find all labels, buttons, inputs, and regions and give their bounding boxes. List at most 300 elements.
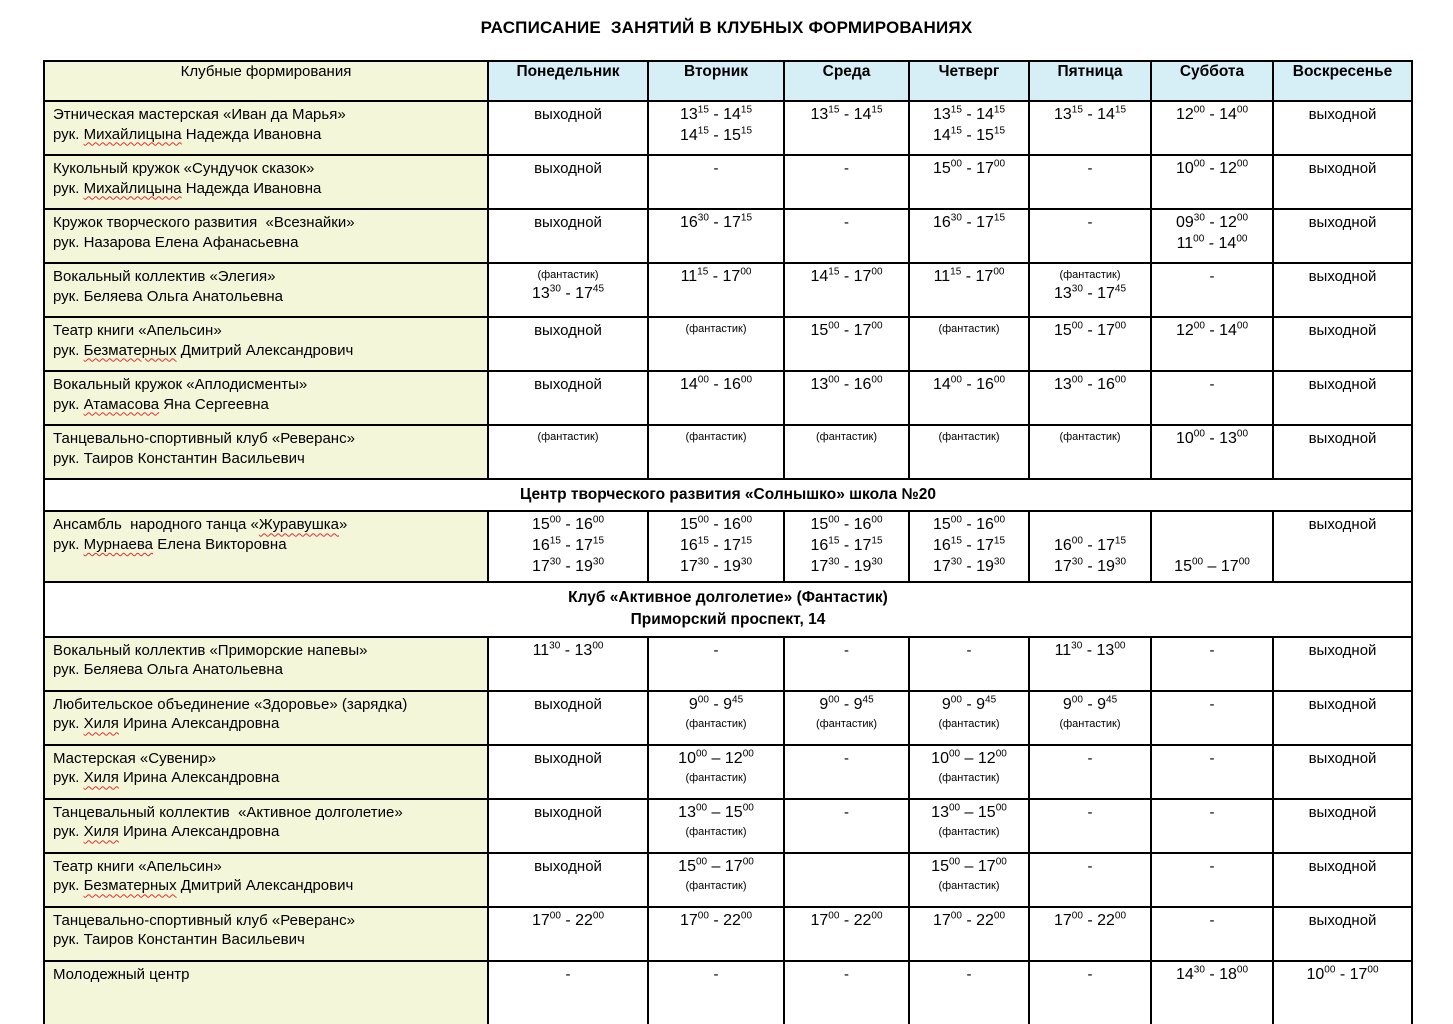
schedule-cell-line: $16^{30} - 17^{15}$	[932, 212, 1006, 231]
schedule-cell	[1151, 637, 1273, 691]
schedule-cell-line: $16^{15} - 17^{15}$	[679, 535, 753, 555]
schedule-cell-line: $16^{15} - 17^{15}$	[932, 535, 1006, 555]
club-name-line: Кружок творческого развития «Всезнайки»	[53, 214, 355, 231]
club-name-line: Вокальный коллектив «Элегия»	[53, 268, 276, 285]
club-row	[44, 637, 1412, 691]
schedule-cell-line	[1032, 515, 1148, 536]
club-row	[44, 853, 1412, 907]
schedule-cell-line: -	[966, 641, 972, 659]
schedule-cell-line: $14^{15} - 15^{15}$	[679, 125, 753, 144]
schedule-cell-line: $11^{15} - 17^{00}$	[933, 266, 1005, 285]
club-name-cell	[44, 263, 488, 317]
schedule-cell	[1029, 511, 1151, 581]
club-name-line: рук. Хиля Ирина Александровна	[53, 715, 280, 733]
schedule-cell	[1029, 371, 1151, 425]
schedule-cell-line: $10^{00} - 17^{00}$	[1306, 964, 1379, 983]
club-name-line: Танцевально-спортивный клуб «Реверанс»	[53, 911, 355, 929]
schedule-cell	[1029, 637, 1151, 691]
schedule-cell	[648, 101, 784, 155]
club-name-line: рук. Беляева Ольга Анатольевна	[53, 287, 284, 305]
section-header-line: Клуб «Активное долголетие» (Фантастик)	[568, 588, 888, 606]
schedule-cell	[648, 209, 784, 263]
schedule-cell	[909, 745, 1029, 799]
section-header	[44, 582, 1412, 637]
schedule-cell	[648, 799, 784, 853]
schedule-cell-line: $13^{30} - 17^{45}$	[531, 283, 605, 302]
schedule-cell-line: -	[1209, 268, 1215, 285]
schedule-cell	[488, 691, 648, 745]
schedule-cell-line: $14^{15} - 17^{00}$	[810, 266, 883, 285]
column-header-day: Вторник	[648, 61, 784, 101]
schedule-cell-line: -	[713, 160, 719, 177]
schedule-cell-line: выходной	[1308, 322, 1377, 339]
schedule-cell-line: -	[1209, 911, 1215, 929]
schedule-cell	[1151, 853, 1273, 907]
schedule-cell-line: (фантастик)	[685, 825, 747, 838]
schedule-cell	[1273, 101, 1412, 155]
schedule-cell-line: -	[1209, 749, 1215, 767]
club-name-line: Театр книги «Апельсин»	[53, 857, 222, 875]
club-name-cell	[44, 511, 488, 581]
schedule-cell	[1151, 101, 1273, 155]
section-header-line: Приморский проспект, 14	[630, 611, 826, 629]
schedule-cell-line: выходной	[1308, 214, 1377, 231]
schedule-cell-line: $9^{00} - 9^{45}$	[941, 694, 997, 713]
schedule-cell	[909, 691, 1029, 745]
schedule-cell-line: $15^{00} - 16^{00}$	[531, 515, 605, 534]
club-name-cell	[44, 853, 488, 907]
section-header-row	[44, 582, 1412, 637]
schedule-cell-line: $17^{00} - 22^{00}$	[1053, 910, 1127, 929]
schedule-cell	[1151, 961, 1273, 1024]
club-row	[44, 263, 1412, 317]
schedule-cell	[1273, 745, 1412, 799]
column-header-day: Суббота	[1151, 61, 1273, 101]
schedule-cell	[784, 745, 909, 799]
schedule-cell-line: -	[1209, 376, 1215, 393]
schedule-cell	[648, 853, 784, 907]
schedule-cell-line: $11^{30} - 13^{00}$	[1054, 640, 1126, 659]
schedule-cell-line: $16^{15} - 17^{15}$	[810, 535, 883, 555]
club-row	[44, 691, 1412, 745]
club-row	[44, 745, 1412, 799]
schedule-cell-line: $13^{00} - 16^{00}$	[1053, 374, 1127, 393]
schedule-cell-line: -	[713, 641, 719, 659]
club-row	[44, 101, 1412, 155]
schedule-cell	[909, 371, 1029, 425]
schedule-cell-line: $9^{00} - 9^{45}$	[1062, 694, 1118, 713]
club-name-line: рук. Атамасова Яна Сергеевна	[53, 395, 269, 413]
club-name-line: Танцевально-спортивный клуб «Реверанс»	[53, 430, 355, 447]
schedule-cell-line: выходной	[534, 322, 602, 339]
schedule-cell-line	[787, 857, 906, 878]
schedule-cell	[909, 317, 1029, 371]
schedule-body	[44, 101, 1412, 1024]
schedule-cell-line: выходной	[1308, 695, 1377, 713]
schedule-cell-line: выходной	[534, 214, 602, 231]
club-name-line: Вокальный кружок «Аплодисменты»	[53, 376, 308, 393]
schedule-cell-line: выходной	[1308, 911, 1377, 929]
schedule-cell-line: $11^{30} - 13^{00}$	[532, 640, 604, 659]
schedule-cell	[488, 209, 648, 263]
schedule-cell-line: $13^{00} - 16^{00}$	[810, 374, 883, 393]
schedule-cell-line: $13^{00} - 15^{00}$	[678, 802, 754, 821]
schedule-cell-line: -	[844, 803, 849, 821]
schedule-cell-line: (фантастик)	[537, 431, 599, 443]
schedule-cell	[648, 425, 784, 479]
section-header	[44, 479, 1412, 511]
club-row	[44, 371, 1412, 425]
schedule-cell	[784, 317, 909, 371]
schedule-cell-line: $14^{00} - 16^{00}$	[932, 374, 1006, 393]
schedule-cell-line: -	[1087, 803, 1093, 821]
schedule-cell	[909, 425, 1029, 479]
schedule-cell-line: $11^{00} - 14^{00}$	[1176, 233, 1248, 252]
schedule-cell-line: выходной	[1308, 516, 1377, 534]
schedule-cell-line: выходной	[1308, 106, 1377, 123]
club-name-cell	[44, 907, 488, 961]
schedule-cell-line: $17^{00} - 22^{00}$	[679, 910, 753, 929]
schedule-cell	[1029, 799, 1151, 853]
schedule-cell	[488, 745, 648, 799]
schedule-cell	[784, 691, 909, 745]
club-name-line: рук. Хиля Ирина Александровна	[53, 823, 280, 841]
schedule-cell-line: $17^{30} - 19^{30}$	[1053, 556, 1127, 576]
schedule-cell-line: выходной	[534, 857, 602, 875]
schedule-cell-line: выходной	[534, 749, 602, 767]
club-row	[44, 799, 1412, 853]
schedule-cell-line: -	[844, 965, 849, 983]
schedule-cell-line: выходной	[1308, 749, 1377, 767]
schedule-cell-line: $13^{15} - 14^{15}$	[679, 104, 753, 123]
club-row	[44, 155, 1412, 209]
schedule-cell-line: $15^{00} - 17^{00}$	[810, 320, 883, 339]
schedule-cell-line: $17^{30} - 19^{30}$	[531, 556, 605, 576]
schedule-cell	[1029, 907, 1151, 961]
club-name-line: Ансамбль народного танца «Журавушка»	[53, 516, 348, 534]
schedule-cell-line: -	[565, 965, 571, 983]
schedule-cell-line: (фантастик)	[815, 717, 878, 730]
schedule-cell-line: (фантастик)	[938, 879, 1000, 892]
schedule-cell	[648, 155, 784, 209]
schedule-cell	[1029, 317, 1151, 371]
schedule-cell	[488, 155, 648, 209]
schedule-cell	[909, 961, 1029, 1024]
schedule-cell-line: (фантастик)	[815, 431, 878, 443]
schedule-cell-line: $17^{00} - 22^{00}$	[932, 910, 1006, 929]
schedule-cell	[648, 263, 784, 317]
schedule-cell-line: -	[713, 965, 719, 983]
schedule-table	[43, 60, 1413, 1024]
schedule-cell-line: (фантастик)	[938, 717, 1000, 730]
schedule-cell-line: $13^{00} - 15^{00}$	[931, 802, 1007, 821]
schedule-cell-line: выходной	[534, 376, 602, 393]
schedule-cell-line: (фантастик)	[938, 771, 1000, 784]
club-name-cell	[44, 745, 488, 799]
schedule-cell	[1029, 691, 1151, 745]
schedule-cell-line: $16^{15} - 17^{15}$	[531, 535, 605, 555]
column-header-day: Четверг	[909, 61, 1029, 101]
club-name-cell	[44, 799, 488, 853]
schedule-cell	[488, 425, 648, 479]
club-name-cell	[44, 371, 488, 425]
schedule-cell-line: $17^{30} - 19^{30}$	[932, 556, 1006, 576]
schedule-cell	[909, 101, 1029, 155]
schedule-cell-line: $15^{00} - 16^{00}$	[810, 515, 883, 534]
schedule-cell-line: $14^{30} - 18^{00}$	[1175, 964, 1249, 983]
schedule-cell	[1151, 263, 1273, 317]
schedule-cell-line: (фантастик)	[685, 771, 747, 784]
schedule-cell	[1029, 101, 1151, 155]
club-name-line: рук. Михайлицына Надежда Ивановна	[53, 125, 322, 143]
club-name-cell	[44, 317, 488, 371]
schedule-cell-line: (фантастик)	[685, 879, 747, 892]
schedule-cell	[488, 263, 648, 317]
schedule-cell	[784, 263, 909, 317]
schedule-cell-line: (фантастик)	[1059, 717, 1121, 730]
club-name-line: рук. Михайлицына Надежда Ивановна	[53, 179, 322, 197]
schedule-cell-line: $9^{00} - 9^{45}$	[819, 694, 874, 713]
schedule-cell	[1151, 745, 1273, 799]
schedule-cell-line: $10^{00} - 12^{00}$	[678, 748, 754, 767]
club-row	[44, 511, 1412, 581]
schedule-cell	[1273, 853, 1412, 907]
schedule-cell	[488, 511, 648, 581]
schedule-cell	[1029, 745, 1151, 799]
club-name-line: Мастерская «Сувенир»	[53, 749, 217, 767]
schedule-cell-line: $10^{00} - 12^{00}$	[931, 748, 1007, 767]
schedule-cell	[784, 101, 909, 155]
schedule-cell-line: $11^{15} - 17^{00}$	[680, 266, 752, 285]
schedule-cell-line: (фантастик)	[938, 825, 1000, 838]
schedule-cell	[784, 853, 909, 907]
schedule-cell-line: -	[844, 641, 849, 659]
schedule-cell-line: $15^{00} - 16^{00}$	[679, 515, 753, 534]
schedule-cell-line: -	[966, 965, 972, 983]
club-row	[44, 317, 1412, 371]
schedule-cell-line: $09^{30} - 12^{00}$	[1175, 212, 1249, 231]
schedule-cell	[909, 209, 1029, 263]
schedule-cell	[1151, 425, 1273, 479]
schedule-cell-line: (фантастик)	[938, 323, 1000, 335]
club-name-line: рук. Беляева Ольга Анатольевна	[53, 661, 284, 679]
schedule-cell	[648, 691, 784, 745]
club-name-cell	[44, 209, 488, 263]
schedule-cell	[648, 511, 784, 581]
club-row	[44, 961, 1412, 1024]
schedule-cell	[488, 907, 648, 961]
schedule-cell	[1151, 155, 1273, 209]
section-header-row	[44, 479, 1412, 511]
schedule-cell	[909, 637, 1029, 691]
club-name-line: рук. Безматерных Дмитрий Александрович	[53, 877, 354, 895]
schedule-cell-line: $16^{00} - 17^{15}$	[1053, 535, 1127, 555]
schedule-cell-line: -	[1087, 857, 1093, 875]
club-name-cell	[44, 425, 488, 479]
club-name-cell	[44, 961, 488, 1024]
schedule-cell	[1151, 907, 1273, 961]
schedule-cell-line: -	[1209, 695, 1215, 713]
schedule-cell-line: $15^{00} - 17^{00}$	[932, 158, 1006, 177]
schedule-cell-line: $12^{00} - 14^{00}$	[1175, 320, 1249, 339]
schedule-cell-line: $17^{00} - 22^{00}$	[810, 910, 883, 929]
schedule-cell-line: выходной	[534, 160, 602, 177]
schedule-cell-line: выходной	[1308, 857, 1377, 875]
schedule-cell-line: (фантастик)	[685, 431, 747, 443]
schedule-cell-line: выходной	[534, 106, 602, 123]
schedule-cell	[488, 317, 648, 371]
schedule-cell-line: (фантастик)	[938, 431, 1000, 443]
page-title: РАСПИСАНИЕ ЗАНЯТИЙ В КЛУБНЫХ ФОРМИРОВАНИЯХ	[480, 18, 973, 37]
schedule-cell	[1273, 691, 1412, 745]
schedule-cell	[784, 799, 909, 853]
schedule-cell-line: -	[844, 749, 849, 767]
schedule-cell	[1151, 317, 1273, 371]
schedule-cell-line: $13^{15} - 14^{15}$	[932, 104, 1006, 123]
schedule-cell-line: -	[1209, 857, 1215, 875]
schedule-cell-line: $13^{30} - 17^{45}$	[1053, 283, 1127, 302]
schedule-cell	[1273, 799, 1412, 853]
schedule-cell	[784, 155, 909, 209]
schedule-cell	[1273, 511, 1412, 581]
schedule-cell	[909, 263, 1029, 317]
schedule-cell	[1029, 425, 1151, 479]
club-name-line: Молодежный центр	[53, 965, 190, 983]
club-row	[44, 209, 1412, 263]
schedule-cell	[784, 209, 909, 263]
schedule-cell	[488, 853, 648, 907]
schedule-cell	[909, 853, 1029, 907]
club-row	[44, 425, 1412, 479]
schedule-cell-line: выходной	[1308, 268, 1377, 285]
schedule-cell-line: $17^{00} - 22^{00}$	[531, 910, 605, 929]
club-name-line: Этническая мастерская «Иван да Марья»	[53, 106, 346, 123]
club-name-line: Театр книги «Апельсин»	[53, 322, 222, 339]
schedule-cell-line: $12^{00} - 14^{00}$	[1175, 104, 1249, 123]
schedule-cell	[909, 155, 1029, 209]
schedule-cell	[1029, 263, 1151, 317]
column-header-day: Пятница	[1029, 61, 1151, 101]
schedule-cell	[648, 907, 784, 961]
schedule-cell	[488, 371, 648, 425]
schedule-cell-line: $15^{00} - 17^{00}$	[1174, 556, 1250, 576]
schedule-cell	[1273, 961, 1412, 1024]
schedule-cell-line: $14^{00} - 16^{00}$	[679, 374, 753, 393]
club-name-line: рук. Таиров Константин Васильевич	[53, 449, 305, 467]
schedule-cell	[1151, 691, 1273, 745]
club-name-line: Кукольный кружок «Сундучок сказок»	[53, 160, 315, 177]
schedule-cell-line	[1154, 515, 1270, 536]
club-name-line: рук. Хиля Ирина Александровна	[53, 769, 280, 787]
schedule-cell-line: $16^{30} - 17^{15}$	[679, 212, 753, 231]
schedule-cell-line: $10^{00} - 12^{00}$	[1175, 158, 1249, 177]
schedule-cell	[1273, 907, 1412, 961]
club-name-line: рук. Безматерных Дмитрий Александрович	[53, 341, 354, 359]
schedule-cell	[648, 637, 784, 691]
schedule-cell-line: -	[1087, 749, 1093, 767]
schedule-cell	[909, 511, 1029, 581]
column-header-day: Воскресенье	[1273, 61, 1412, 101]
schedule-cell-line: -	[1209, 641, 1215, 659]
schedule-cell	[1151, 511, 1273, 581]
column-header-day: Среда	[784, 61, 909, 101]
schedule-cell	[648, 961, 784, 1024]
schedule-cell-line: выходной	[1308, 803, 1377, 821]
schedule-cell-line: выходной	[1308, 160, 1377, 177]
schedule-cell-line: (фантастик)	[685, 323, 747, 335]
club-name-line: Танцевальный коллектив «Активное долголетие»	[53, 803, 403, 821]
schedule-cell	[1151, 371, 1273, 425]
schedule-cell-line: $15^{00} - 17^{00}$	[1053, 320, 1127, 339]
header-row	[44, 61, 1412, 101]
schedule-cell-line: (фантастик)	[1059, 431, 1121, 443]
schedule-cell-line: $15^{00} - 16^{00}$	[932, 515, 1006, 534]
schedule-cell	[648, 371, 784, 425]
schedule-cell-line: -	[844, 160, 849, 177]
schedule-cell-line: $14^{15} - 15^{15}$	[932, 125, 1006, 144]
schedule-cell	[1273, 317, 1412, 371]
schedule-cell	[784, 637, 909, 691]
schedule-cell	[1029, 961, 1151, 1024]
schedule-cell-line: выходной	[1308, 430, 1377, 447]
club-name-cell	[44, 101, 488, 155]
schedule-cell-line: выходной	[534, 803, 602, 821]
schedule-cell	[784, 371, 909, 425]
schedule-cell-line: $15^{00} - 17^{00}$	[931, 856, 1007, 875]
schedule-cell	[1029, 155, 1151, 209]
schedule-cell	[1029, 853, 1151, 907]
schedule-cell-line: $10^{00} - 13^{00}$	[1175, 428, 1249, 447]
schedule-cell-line: (фантастик)	[1059, 269, 1121, 281]
schedule-cell	[1151, 209, 1273, 263]
schedule-cell	[488, 101, 648, 155]
schedule-cell	[784, 425, 909, 479]
schedule-cell	[488, 961, 648, 1024]
schedule-cell-line: $13^{15} - 14^{15}$	[810, 104, 883, 123]
schedule-cell	[648, 317, 784, 371]
club-name-line: Любительское объединение «Здоровье» (зарядка)	[53, 695, 408, 713]
schedule-cell-line: -	[1087, 965, 1093, 983]
club-name-line: рук. Назарова Елена Афанасьевна	[53, 233, 299, 251]
club-name-cell	[44, 637, 488, 691]
schedule-cell	[1273, 209, 1412, 263]
schedule-cell	[784, 961, 909, 1024]
club-name-cell	[44, 691, 488, 745]
schedule-cell-line: выходной	[534, 695, 602, 713]
schedule-cell-line: -	[844, 214, 849, 231]
schedule-cell-line: -	[1087, 160, 1093, 177]
club-name-line: рук. Мурнаева Елена Викторовна	[53, 535, 287, 553]
schedule-cell-line: $17^{30} - 19^{30}$	[679, 556, 753, 576]
club-row	[44, 907, 1412, 961]
club-name-cell	[44, 155, 488, 209]
schedule-cell-line: (фантастик)	[537, 269, 599, 281]
schedule-cell	[1273, 263, 1412, 317]
schedule-cell	[784, 907, 909, 961]
column-header-clubs: Клубные формирования	[44, 61, 488, 101]
schedule-cell-line	[1154, 536, 1270, 557]
schedule-cell	[1273, 425, 1412, 479]
schedule-cell	[1273, 155, 1412, 209]
schedule-cell-line: выходной	[1308, 376, 1377, 393]
schedule-cell	[1273, 637, 1412, 691]
schedule-cell	[488, 637, 648, 691]
section-header-line: Центр творческого развития «Солнышко» школа №20	[520, 486, 936, 503]
schedule-cell	[648, 745, 784, 799]
schedule-cell-line: $17^{30} - 19^{30}$	[810, 556, 883, 576]
schedule-cell-line: -	[1087, 214, 1093, 231]
club-name-line: рук. Таиров Константин Васильевич	[53, 931, 305, 949]
